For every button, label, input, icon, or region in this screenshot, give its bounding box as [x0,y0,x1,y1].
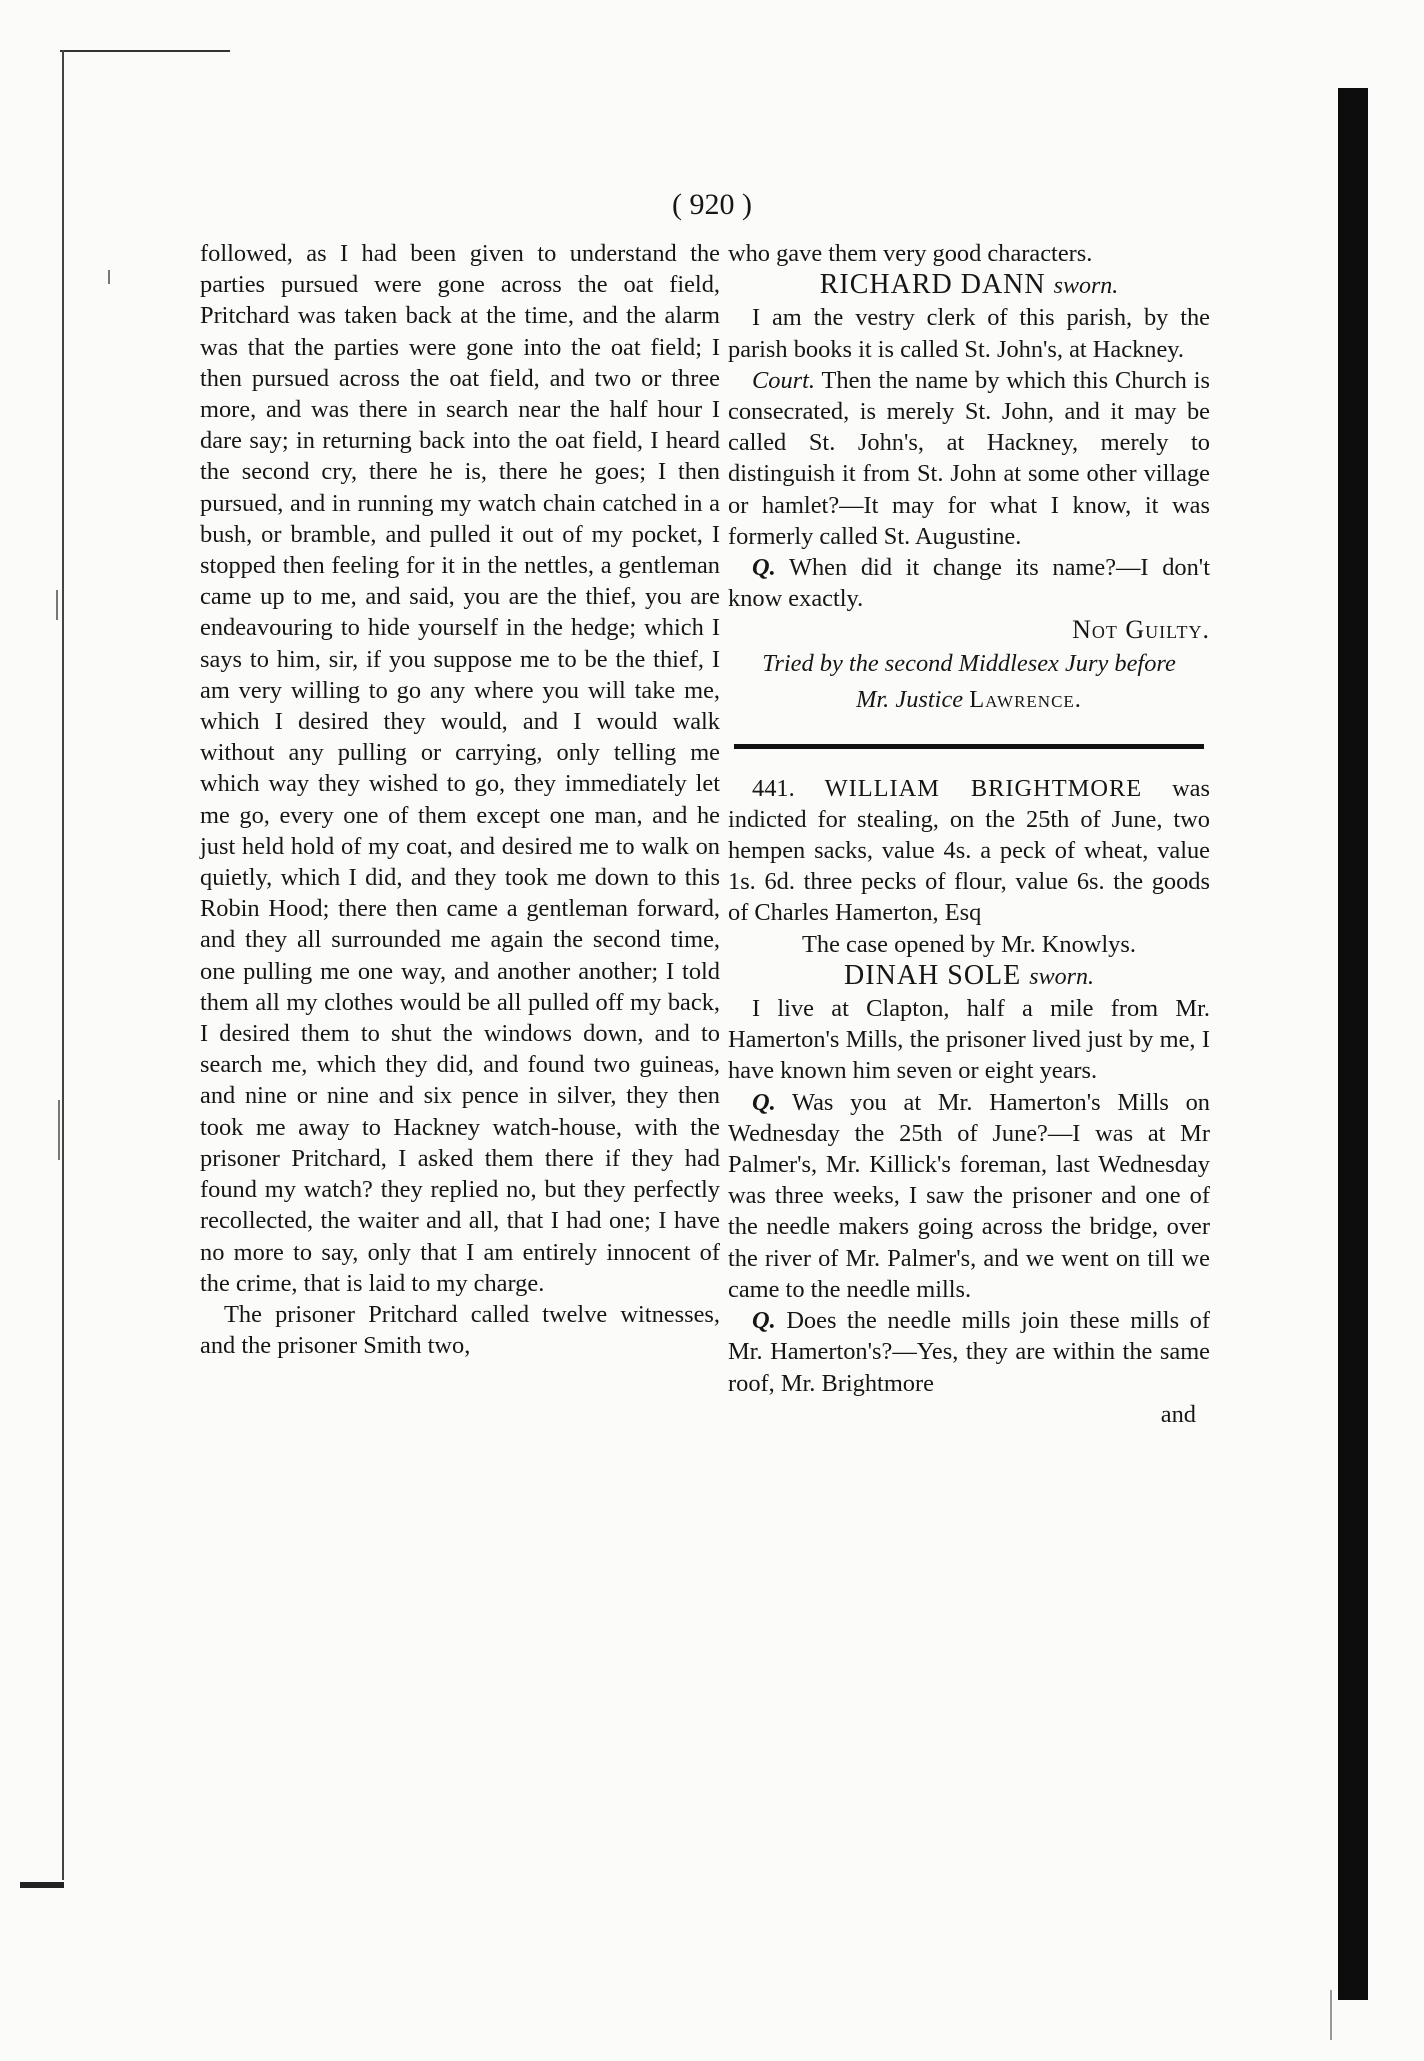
question-text: Was you at Mr. Hamerton's Mills on Wednesday the 25th of June?—I was at Mr Palmer's, Mr. Killick's foreman, last Wednesday was three weeks, I saw the prisoner and one of the needle makers going across the bridge, over the river of Mr. Palmer's, and we went on till we came to the needle mills. [728,1088,1210,1303]
question-text: When did it change its name?—I don't know exactly. [728,554,1210,613]
scan-top-rule [60,50,230,52]
question-paragraph [728,552,1210,614]
jury-note [728,646,1210,718]
scan-speck [58,1100,60,1160]
sworn-label: sworn. [1029,963,1094,990]
court-question-text: Then the name by which this Church is consecrated, is merely St. John, and it may be called St. John's, at Hackney, merely to distinguish it from St. John at some other village or hamlet?—It may for what I know, it was formerly called St. Augustine. [728,366,1210,550]
witness-note-paragraph: The prisoner Pritchard called twelve witnesses, and the prisoner Smith two, [200,1300,720,1360]
verdict: Not Guilty. [1072,615,1210,645]
scan-speck [1330,1990,1332,2040]
case-number: 441. [752,774,795,802]
question-label: Q. [752,1088,776,1116]
scan-speck [56,590,58,620]
question-label: Q. [752,1307,776,1335]
right-column [728,238,1210,1430]
scan-gutter-shadow [1338,88,1368,2000]
sworn-label: sworn. [1053,273,1119,300]
witness-heading [728,269,1210,302]
jury-note-prefix: Mr. Justice [856,685,964,713]
catchword: and [1160,1400,1196,1428]
jury-note-line: Tried by the second Middlesex Jury before [762,649,1176,677]
court-question-paragraph [728,365,1210,552]
case-paragraph [728,773,1210,929]
testimony-paragraph: followed, as I had been given to understand the parties pursued were gone across the oat field, Pritchard was taken back at the time, and the alarm was that the parties were gone into the oat field; I then pursued across the oat field, and two or three more, and was there in search near the half hour I dare say; in returning back into the oat field, I heard the second cry, there he is, there he goes; I then pursued, and in running my watch chain catched in a bush, or bramble, and pulled it out of my pocket, I stopped then feeling for it in the nettles, a gentleman came up to me, and said, you are the thief, you are endeavouring to hide yourself in the hedge; which I says to him, sir, if you suppose me to be the thief, I am very willing to go any where you will take me, which I desired they would, and I would walk without any pulling or carrying, only telling me which way they wished to go, they immediately let me go, every one of them except one man, and he just held hold of my coat, and desired me to walk on quietly, which I did, and they took me down to this Robin Hood; there then came a gentleman forward, and they all surrounded me again the second time, one pulling me one way, and another another; I told them all my clothes would be all pulled off my back, I desired them to shut the windows down, and to search me, which they did, and found two guineas, and nine or nine and six pence in silver, they then took me away to Hackney watch-house, with the prisoner Pritchard, I asked them there if they had found my watch? they replied no, but they perfectly recollected, the waiter and all, that I had one; I have no more to say, only that I am entirely innocent of the crime, that is laid to my charge. [200,240,720,1297]
continuation-line: who gave them very good characters. [728,240,1093,267]
left-column [200,238,720,1361]
witness-heading [728,960,1210,993]
judge-name: Lawrence. [969,685,1082,713]
question-paragraph [728,1305,1210,1399]
defendant-name: WILLIAM BRIGHTMORE [824,774,1143,802]
witness-name: RICHARD DANN [819,269,1046,301]
testimony-paragraph: I live at Clapton, half a mile from Mr. Hamerton's Mills, the prisoner lived just by me, I have known him seven or eight years. [728,995,1210,1085]
witness-name: DINAH SOLE [844,959,1022,991]
case-opened-line: The case opened by Mr. Knowlys. [802,930,1136,958]
question-paragraph [728,1087,1210,1305]
question-label: Q. [752,554,776,582]
section-divider [734,744,1204,749]
speaker-label: Court. [752,366,816,394]
indictment-text: was indicted for stealing, on the 25th of June, two hempen sacks, value 4s. a peck of wheat, value 1s. 6d. three pecks of flour, value 6s. the goods of Charles Hamerton, Esq [728,774,1210,927]
page-number: ( 920 ) [672,188,752,221]
scan-speck [108,270,110,284]
scan-corner-mark [20,1882,64,1888]
testimony-paragraph: I am the vestry clerk of this parish, by the parish books it is called St. John's, at Hackney. [728,304,1210,363]
scan-left-rule [62,50,64,1880]
question-text: Does the needle mills join these mills of Mr. Hamerton's?—Yes, they are within the same roof, Mr. Brightmore [728,1307,1210,1397]
